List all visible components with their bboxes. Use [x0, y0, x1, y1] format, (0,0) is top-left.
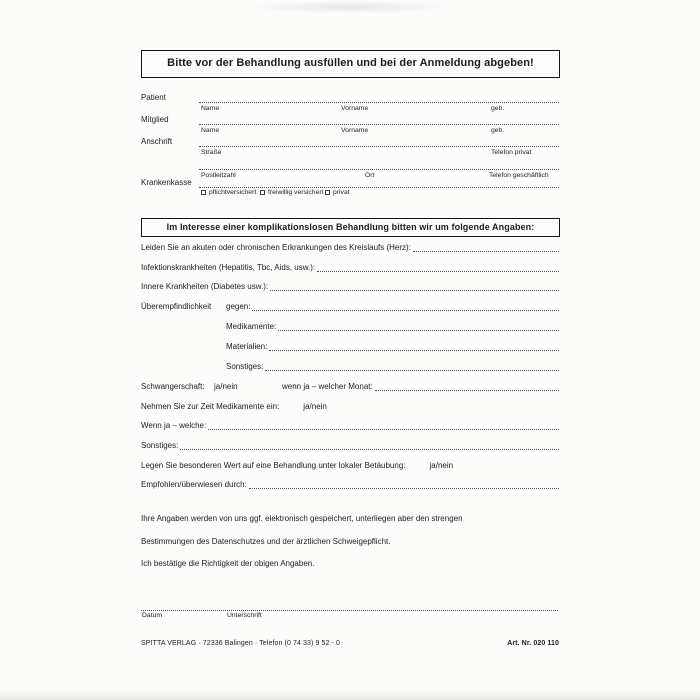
- anschrift2-fill-line[interactable]: [199, 159, 559, 170]
- title-banner: Bitte vor der Behandlung ausfüllen und bei der Anmeldung abgeben!: [141, 50, 560, 78]
- checkbox-label: freiwillig versichert: [268, 189, 324, 196]
- anschrift-col-telefon-privat: Telefon privat: [491, 149, 532, 156]
- answer-fill-line[interactable]: [413, 242, 559, 252]
- answer-fill-line[interactable]: [317, 262, 559, 272]
- anschrift-row: [141, 136, 559, 157]
- col-postleitzahl: Postleitzahl: [201, 172, 236, 179]
- question-medikamente-allergie: [141, 321, 559, 332]
- patient-col-name: Name: [201, 105, 220, 112]
- question-text: Schwangerschaft:: [141, 382, 205, 391]
- answer-fill-line[interactable]: [208, 420, 559, 430]
- checkbox-icon[interactable]: [201, 190, 206, 195]
- question-empfohlen: [141, 479, 559, 490]
- mitglied-row: [141, 114, 559, 135]
- patient-col-vorname: Vorname: [341, 105, 369, 112]
- question-text: gegen:: [226, 302, 251, 311]
- anschrift-col-strasse: Straße: [201, 149, 222, 156]
- question-text: Empfohlen/überwiesen durch:: [141, 480, 247, 489]
- checkbox-icon[interactable]: [260, 190, 265, 195]
- indent-spacer: [141, 341, 226, 352]
- question-text: Nehmen Sie zur Zeit Medikamente ein:: [141, 402, 280, 411]
- patient-row: [141, 92, 559, 113]
- scan-smudge-top: [250, 0, 450, 14]
- col-telefon-geschaeftlich: Telefon geschäftlich: [489, 172, 549, 179]
- ja-nein-choice[interactable]: ja/nein: [429, 461, 454, 470]
- anschrift-fill-line[interactable]: [199, 136, 559, 147]
- unterschrift-label: Unterschrift: [227, 612, 262, 619]
- checkbox-pflichtversichert[interactable]: [201, 189, 256, 196]
- scan-shadow-bottom: [0, 690, 700, 700]
- patient-fill-line[interactable]: [199, 92, 559, 103]
- question-text-monat: wenn ja – welcher Monat:: [282, 382, 373, 391]
- publisher-info: SPITTA VERLAG · 72336 Balingen · Telefon (0 74 33) 9 52 - 0: [141, 640, 341, 647]
- question-text: Infektionskrankheiten (Hepatitis, Tbc, Aids, usw.):: [141, 263, 316, 272]
- question-text: Medikamente:: [226, 322, 277, 331]
- answer-fill-line[interactable]: [249, 479, 559, 489]
- question-text: Innere Krankheiten (Diabetes usw.):: [141, 282, 269, 291]
- question-schwangerschaft: [141, 381, 559, 392]
- checkbox-label: pflichtversichert: [209, 189, 257, 196]
- question-innere-krankheiten: [141, 281, 559, 292]
- question-medikamente-einnahme: [141, 401, 559, 412]
- answer-fill-line[interactable]: [278, 321, 559, 331]
- answer-fill-line[interactable]: [269, 341, 559, 351]
- question-text: Sonstiges:: [141, 441, 179, 450]
- question-ueberempfindlichkeit-gegen: [141, 301, 559, 312]
- answer-fill-line[interactable]: [252, 301, 559, 311]
- datum-label: Datum: [142, 612, 163, 619]
- checkbox-privat[interactable]: [325, 189, 350, 196]
- mitglied-col-vorname: Vorname: [341, 127, 369, 134]
- question-infektionskrankheiten: [141, 262, 559, 273]
- mitglied-fill-line[interactable]: [199, 114, 559, 125]
- question-sonstiges-allergie: [141, 361, 559, 372]
- question-text: Leiden Sie an akuten oder chronischen Erkrankungen des Kreislaufs (Herz):: [141, 243, 411, 252]
- article-number: Art. Nr. 020 110: [507, 640, 559, 647]
- question-text: Sonstiges:: [226, 362, 264, 371]
- answer-fill-line[interactable]: [180, 440, 559, 450]
- mitglied-col-geb: geb.: [491, 127, 505, 134]
- privacy-line-1: Ihre Angaben werden von uns ggf. elektronisch gespeichert, unterliegen aber den strengen: [141, 514, 463, 523]
- mitglied-label: Mitglied: [141, 115, 169, 124]
- patient-col-geb: geb.: [491, 105, 505, 112]
- section-banner: Im Interesse einer komplikationslosen Behandlung bitten wir um folgende Angaben:: [141, 218, 560, 237]
- question-kreislauf: [141, 242, 559, 253]
- indent-spacer: [141, 361, 226, 372]
- ja-nein-choice[interactable]: ja/nein: [303, 402, 327, 411]
- question-betaeubung: [141, 460, 559, 471]
- question-wenn-ja-welche: [141, 420, 559, 431]
- patient-label: Patient: [141, 93, 166, 102]
- ueberempfindlichkeit-label: Überempfindlichkeit: [141, 302, 212, 311]
- signature-fill-line[interactable]: [141, 610, 558, 611]
- mitglied-col-name: Name: [201, 127, 220, 134]
- question-text: Wenn ja – welche:: [141, 421, 207, 430]
- anschrift2-spacer: [141, 159, 199, 170]
- question-text: Legen Sie besonderen Wert auf eine Behandlung unter lokaler Betäubung:: [141, 461, 406, 470]
- question-materialien: [141, 341, 559, 352]
- anschrift-label: Anschrift: [141, 137, 173, 146]
- question-sonstiges: [141, 440, 559, 451]
- checkbox-label: privat: [333, 189, 350, 196]
- answer-fill-line[interactable]: [375, 381, 559, 391]
- indent-spacer: [141, 321, 226, 332]
- privacy-line-2: Bestimmungen des Datenschutzes und der ärztlichen Schweigepflicht.: [141, 537, 391, 546]
- krankenkasse-fill-line[interactable]: [199, 177, 559, 188]
- privacy-line-3: Ich bestätige die Richtigkeit der obigen Angaben.: [141, 559, 315, 568]
- checkbox-freiwillig-versichert[interactable]: [260, 189, 324, 196]
- ja-nein-choice[interactable]: ja/nein: [214, 382, 238, 391]
- question-text: Materialien:: [226, 342, 268, 351]
- answer-fill-line[interactable]: [265, 361, 559, 371]
- checkbox-icon[interactable]: [325, 190, 330, 195]
- answer-fill-line[interactable]: [270, 281, 559, 291]
- col-ort: Ort: [365, 172, 375, 179]
- footer: [141, 640, 559, 647]
- krankenkasse-label: Krankenkasse: [141, 178, 192, 187]
- krankenkasse-row: [141, 177, 559, 198]
